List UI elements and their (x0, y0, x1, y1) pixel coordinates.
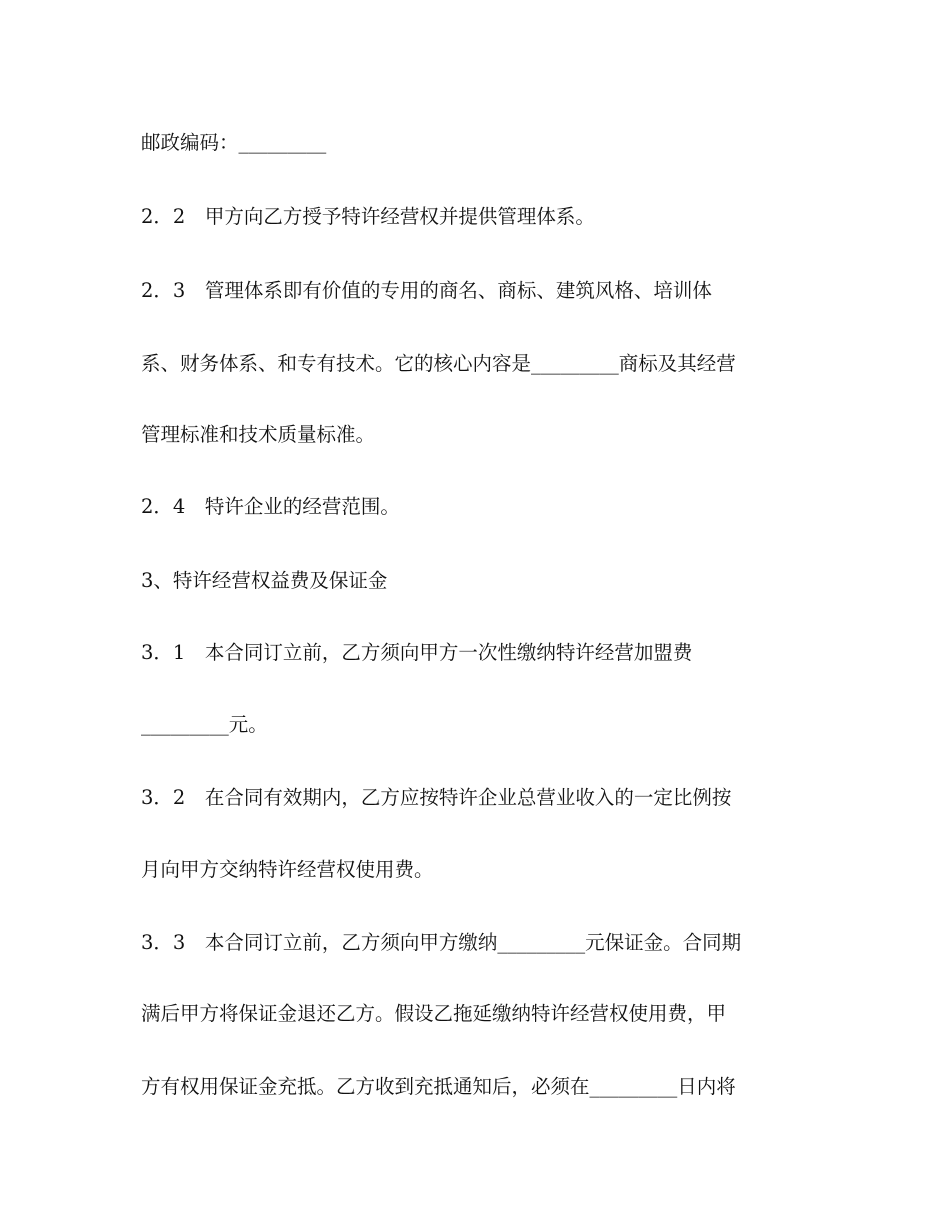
clause-2-4: 2．4 特许企业的经营范围。 (141, 495, 400, 518)
clause-3-1-line-2: _________元。 (141, 713, 268, 736)
postal-code-line: 邮政编码：_________ (141, 131, 327, 154)
clause-3-1-line-1: 3．1 本合同订立前，乙方须向甲方一次性缴纳特许经营加盟费 (141, 641, 693, 664)
clause-2-3-line-2: 系、财务体系、和专有技术。它的核心内容是_________商标及其经营 (141, 352, 736, 375)
clause-3-2-line-2: 月向甲方交纳特许经营权使用费。 (141, 858, 434, 881)
clause-3-3-line-2: 满后甲方将保证金退还乙方。假设乙拖延缴纳特许经营权使用费，甲 (141, 1002, 727, 1025)
section-3-heading: 3、特许经营权益费及保证金 (141, 569, 388, 592)
clause-2-3-line-3: 管理标准和技术质量标准。 (141, 423, 376, 446)
clause-3-3-line-3: 方有权用保证金充抵。乙方收到充抵通知后，必须在_________日内将 (141, 1075, 736, 1098)
clause-3-2-line-1: 3．2 在合同有效期内，乙方应按特许企业总营业收入的一定比例按 (141, 786, 732, 809)
clause-2-3-line-1: 2．3 管理体系即有价值的专用的商名、商标、建筑风格、培训体 (141, 279, 712, 302)
clause-3-3-line-1: 3．3 本合同订立前，乙方须向甲方缴纳_________元保证金。合同期 (141, 931, 742, 954)
clause-2-2: 2．2 甲方向乙方授予特许经营权并提供管理体系。 (141, 205, 595, 228)
